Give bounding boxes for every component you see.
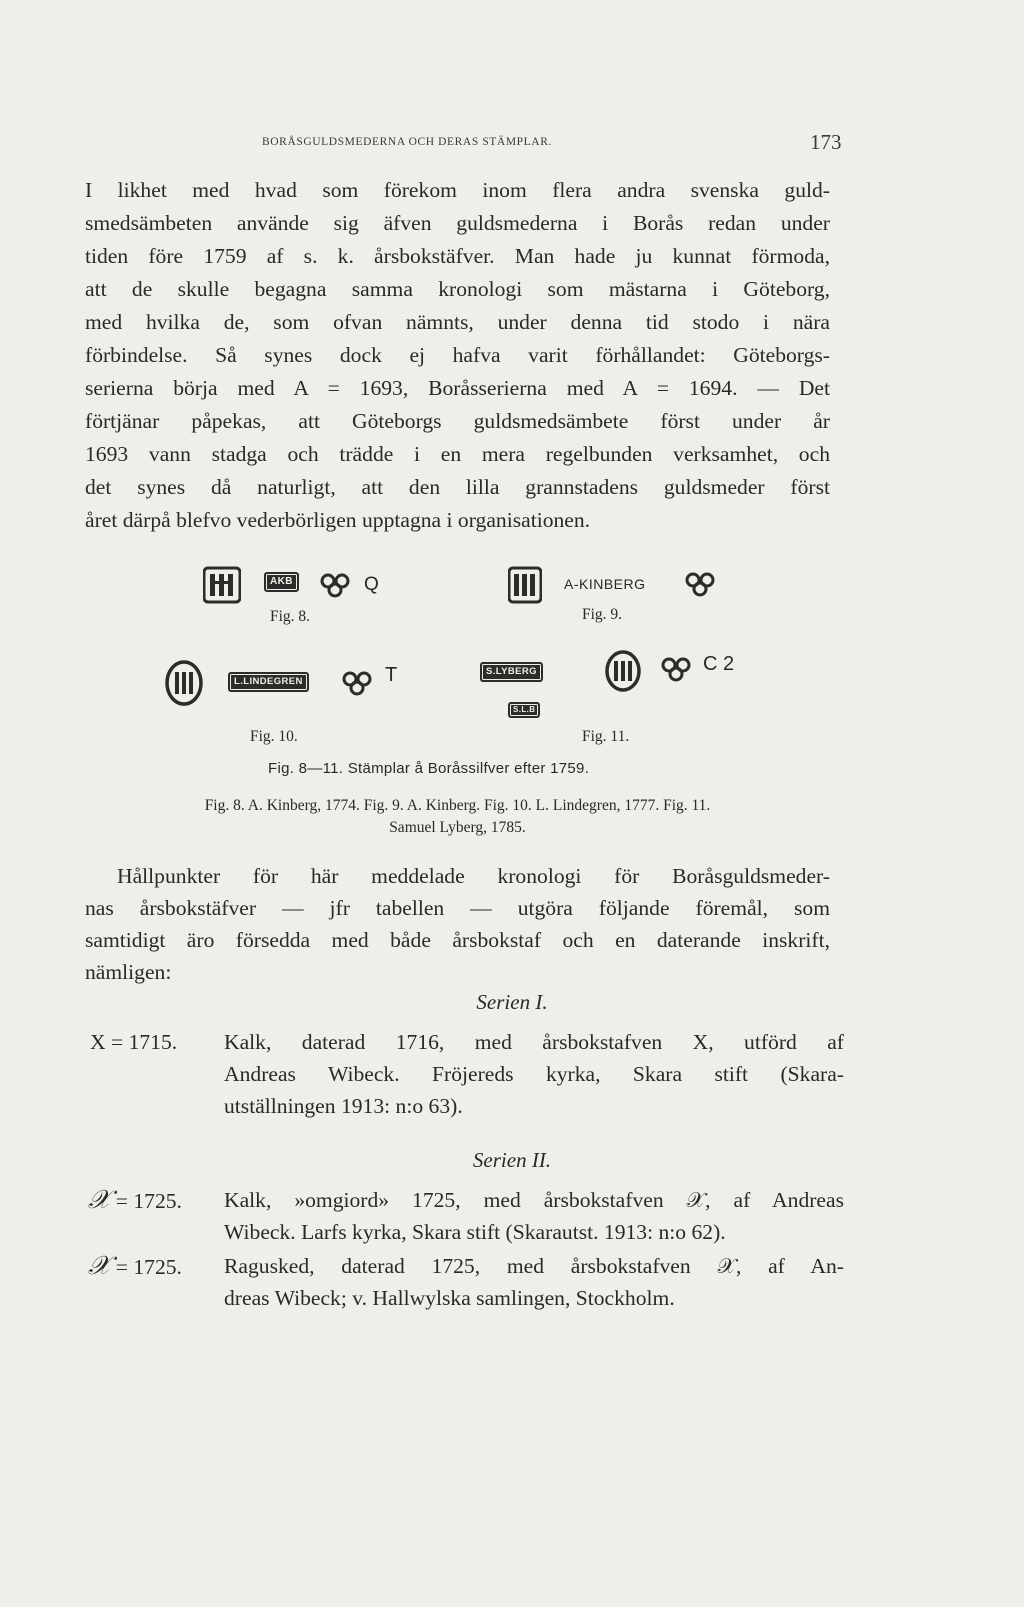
series-entry [0, 1250, 1024, 1320]
three-crowns-mark-icon [685, 571, 715, 597]
page-number: 173 [810, 130, 842, 154]
text-line: Kalk, daterad 1716, med årsbokstafven X, utförd af [224, 1030, 844, 1054]
entry-text [224, 1250, 844, 1314]
text-line: med hvilka de, som ofvan nämnts, under denna tid stodo i nära [85, 310, 830, 334]
year-letter: C 2 [703, 653, 735, 675]
series-heading: Serien I. [476, 990, 548, 1014]
text-line: 1693 vann stadga och trädde i en mera regelbunden verksamhet, och [85, 442, 830, 466]
text-line: serierna börja med A = 1693, Boråsserierna med A = 1694. — Det [85, 376, 830, 400]
maker-stamp-small: S.L.B [508, 702, 540, 718]
figure-caption: Fig. 10. [250, 728, 298, 745]
text-line: Wibeck. Larfs kyrka, Skara stift (Skarautst. 1913: n:o 62). [224, 1220, 726, 1244]
three-crowns-mark-icon [661, 656, 691, 682]
text-line: smedsämbeten använde sig äfven guldsmederna i Borås redan under [85, 211, 830, 235]
year-letter: T [385, 664, 398, 686]
text-line: dreas Wibeck; v. Hallwylska samlingen, Stockholm. [224, 1286, 675, 1310]
text-line: nämligen: [85, 960, 172, 984]
entry-year: = 1725. [115, 1255, 182, 1279]
figure-caption: Fig. 11. [582, 728, 630, 745]
year-letter-glyph: 𝒳 [88, 1251, 111, 1281]
three-crowns-mark-icon [320, 572, 350, 598]
city-mark-icon [203, 566, 241, 604]
entry-text [224, 1026, 844, 1122]
text-line: Kalk, »omgiord» 1725, med årsbokstafven 𝒳, af Andreas [224, 1188, 844, 1212]
text-line: Andreas Wibeck. Fröjereds kyrka, Skara stift (Skara- [224, 1062, 844, 1086]
town-seal-icon [165, 660, 203, 706]
three-crowns-mark-icon [342, 670, 372, 696]
town-seal-icon [605, 650, 641, 692]
text-line: Hållpunkter för här meddelade kronologi för Boråsguldsmeder- [117, 864, 830, 888]
series-entry [0, 1184, 1024, 1254]
series-entry [0, 1026, 1024, 1126]
chronology-paragraph [85, 860, 830, 988]
text-line: förtjänar påpekas, att Göteborgs guldsmedsämbete först under år [85, 409, 830, 433]
text-line: I likhet med hvad som förekom inom flera andra svenska guld- [85, 178, 830, 202]
text-line: tiden före 1759 af s. k. årsbokstäfver. Man hade ju kunnat förmoda, [85, 244, 830, 268]
entry-text [224, 1184, 844, 1248]
maker-name-stamp: A-KINBERG [564, 576, 646, 592]
caption-line: Fig. 8. A. Kinberg, 1774. Fig. 9. A. Kinberg. Fig. 10. L. Lindegren, 1777. Fig. 11. [204, 797, 711, 814]
running-head: BORÅSGULDSMEDERNA OCH DERAS STÄMPLAR. [262, 136, 552, 148]
maker-stamp: S.LYBERG [480, 662, 543, 682]
entry-key [88, 1250, 182, 1283]
maker-stamp: L.LINDEGREN [228, 672, 309, 692]
entry-key [88, 1184, 182, 1217]
figure-caption: Fig. 9. [582, 606, 623, 623]
year-letter: Q [364, 574, 379, 595]
text-line: året därpå blefvo vederbörligen upptagna i organisationen. [85, 508, 591, 532]
intro-paragraph [85, 174, 830, 537]
figure-caption: Fig. 8. [270, 608, 311, 625]
text-line: det synes då naturligt, att den lilla grannstadens guldsmeder först [85, 475, 830, 499]
city-mark-icon [508, 566, 542, 604]
text-line: att de skulle begagna samma kronologi som mästarna i Göteborg, [85, 277, 830, 301]
maker-stamp: AKB [264, 572, 299, 592]
text-line: samtidigt äro försedda med både årsbokstaf och en daterande inskrift, [85, 928, 830, 952]
entry-key: X = 1715. [90, 1030, 178, 1054]
figure-caption-title: Fig. 8—11. Stämplar å Boråssilfver efter 1759. [268, 760, 590, 777]
text-line: utställningen 1913: n:o 63). [224, 1094, 463, 1118]
entry-year: = 1725. [115, 1189, 182, 1213]
series-heading: Serien II. [472, 1148, 552, 1172]
caption-line: Samuel Lyberg, 1785. [389, 819, 526, 836]
figure-caption-detail [85, 795, 830, 839]
text-line: förbindelse. Så synes dock ej hafva varit förhållandet: Göteborgs- [85, 343, 830, 367]
text-line: Ragusked, daterad 1725, med årsbokstafven 𝒳, af An- [224, 1254, 844, 1278]
year-letter-glyph: 𝒳 [88, 1185, 111, 1215]
text-line: nas årsbokstäfver — jfr tabellen — utgöra följande föremål, som [85, 896, 830, 920]
